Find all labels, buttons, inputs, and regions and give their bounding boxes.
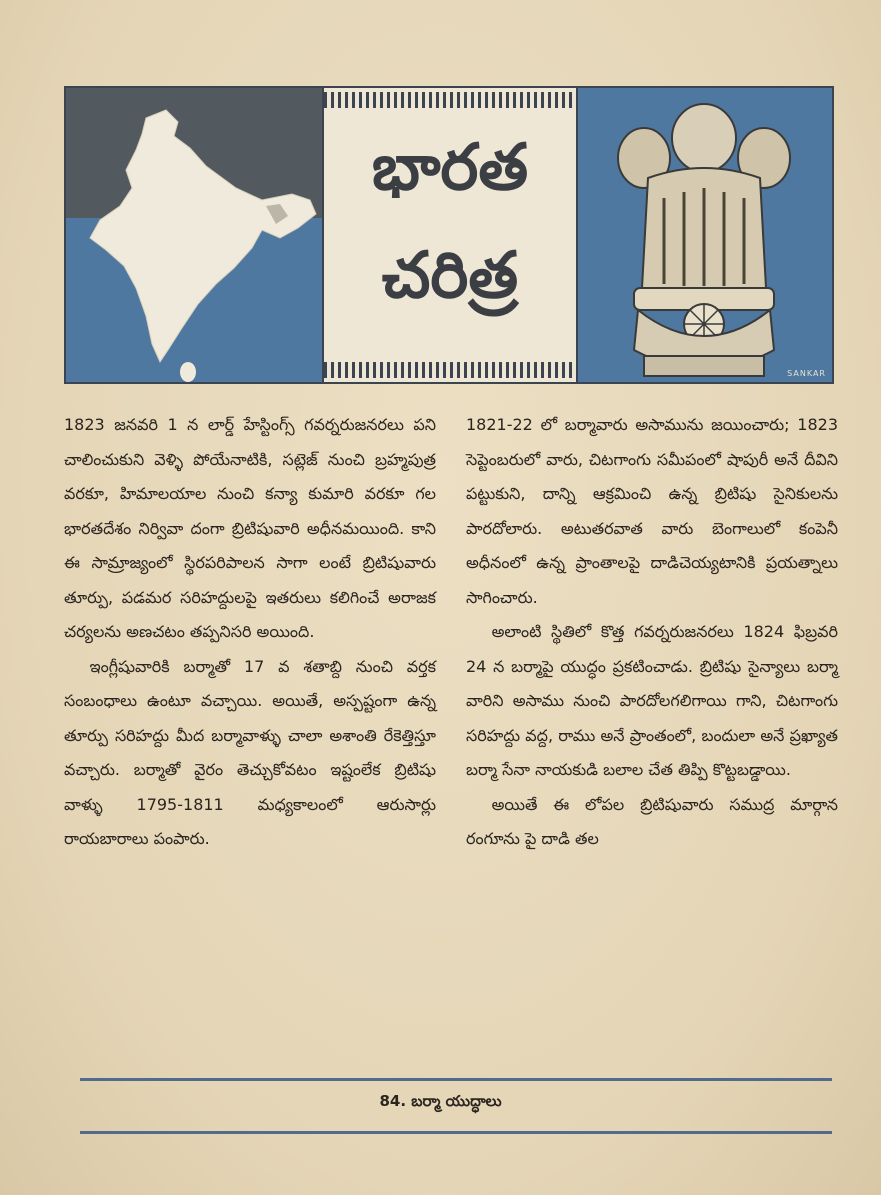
column-left (64, 408, 436, 857)
paragraph: 1821-22 లో బర్మావారు అసామును జయించారు; 1823 సెప్టెంబరులో వారు, చిటగాంగు సమీపంలో షాపురీ అనే దీవిని పట్టుకుని, దాన్ని ఆక్రమించి ఉన్న బ్రిటిషు సైనికులను పారదోలారు. అటుతరవాత వారు బెంగాలులో కంపెనీ అధీనంలో ఉన్న ప్రాంతాలపై దాడిచెయ్యటానికి ప్రయత్నాలు సాగించారు. (466, 415, 838, 607)
decorative-border-bottom (324, 362, 576, 378)
paragraph: అలాంటి స్థితిలో కొత్త గవర్నరుజనరలు 1824 ఫిబ్రవరి 24 న బర్మాపై యుద్ధం ప్రకటించాడు. బ్రిటిషు సైన్యాలు బర్మా వారిని అసాము నుంచి పారదోలగలిగాయి గాని, చిటగాంగు సరిహద్దు వద్ద, రాము అనే ప్రాంతంలో, బందులా అనే ప్రఖ్యాత బర్మా సేనా నాయకుడి బలాల చేత తిప్పి కొట్టబడ్డాయి. (466, 622, 838, 779)
paragraph: అయితే ఈ లోపల బ్రిటిషువారు సముద్ర మార్గాన రంగూను పై దాడి తల (466, 794, 838, 848)
map-panel (66, 88, 322, 382)
emblem-panel (578, 88, 832, 382)
footer-rule-top (80, 1078, 832, 1081)
header-banner (64, 86, 834, 384)
footer-rule-bottom (80, 1131, 832, 1134)
paragraph: ఇంగ్లీషువారికి బర్మాతో 17 వ శతాబ్ది నుంచి వర్తక సంబంధాలు ఉంటూ వచ్చాయి. అయితే, అస్పష్టంగా ఉన్న తూర్పు సరిహద్దు మీద బర్మావాళ్ళు చాలా అశాంతి రేకెత్తిస్తూ వచ్చారు. బర్మాతో వైరం తెచ్చుకోవటం ఇష్టంలేక బ్రిటిషు వాళ్ళు 1795-1811 మధ్యకాలంలో ఆరుసార్లు రాయబారాలు పంపారు. (64, 656, 436, 848)
page-footer: 84. బర్మా యుద్ధాలు (379, 1092, 502, 1110)
artist-signature: SANKAR (787, 369, 826, 378)
ashoka-lion-capital-icon (578, 88, 830, 382)
column-right (466, 408, 838, 857)
title-panel (322, 88, 578, 382)
paragraph: 1823 జనవరి 1 న లార్డ్ హేస్టింగ్స్ గవర్నరుజనరలు పని చాలించుకుని వెళ్ళి పోయేనాటికి, సట్లెజ్ నుంచి బ్రహ్మపుత్ర వరకూ, హిమాలయాల నుంచి కన్యా కుమారి వరకూ గల భారతదేశం నిర్వివా దంగా బ్రిటిషువారి అధీనమయింది. కాని ఈ సామ్రాజ్యంలో స్థిరపరిపాలన సాగా లంటే బ్రిటిషువారు తూర్పు, పడమర సరిహద్దులపై ఇతరులు కలిగించే అరాజక చర్యలను అణచటం తప్పనిసరి అయింది. (64, 415, 436, 641)
article-body (64, 408, 838, 857)
decorative-border-top (324, 92, 576, 108)
india-map-icon (66, 88, 322, 382)
banner-title-line1: భారత (371, 130, 529, 205)
banner-title-line2: చరిత్ర (381, 238, 519, 313)
